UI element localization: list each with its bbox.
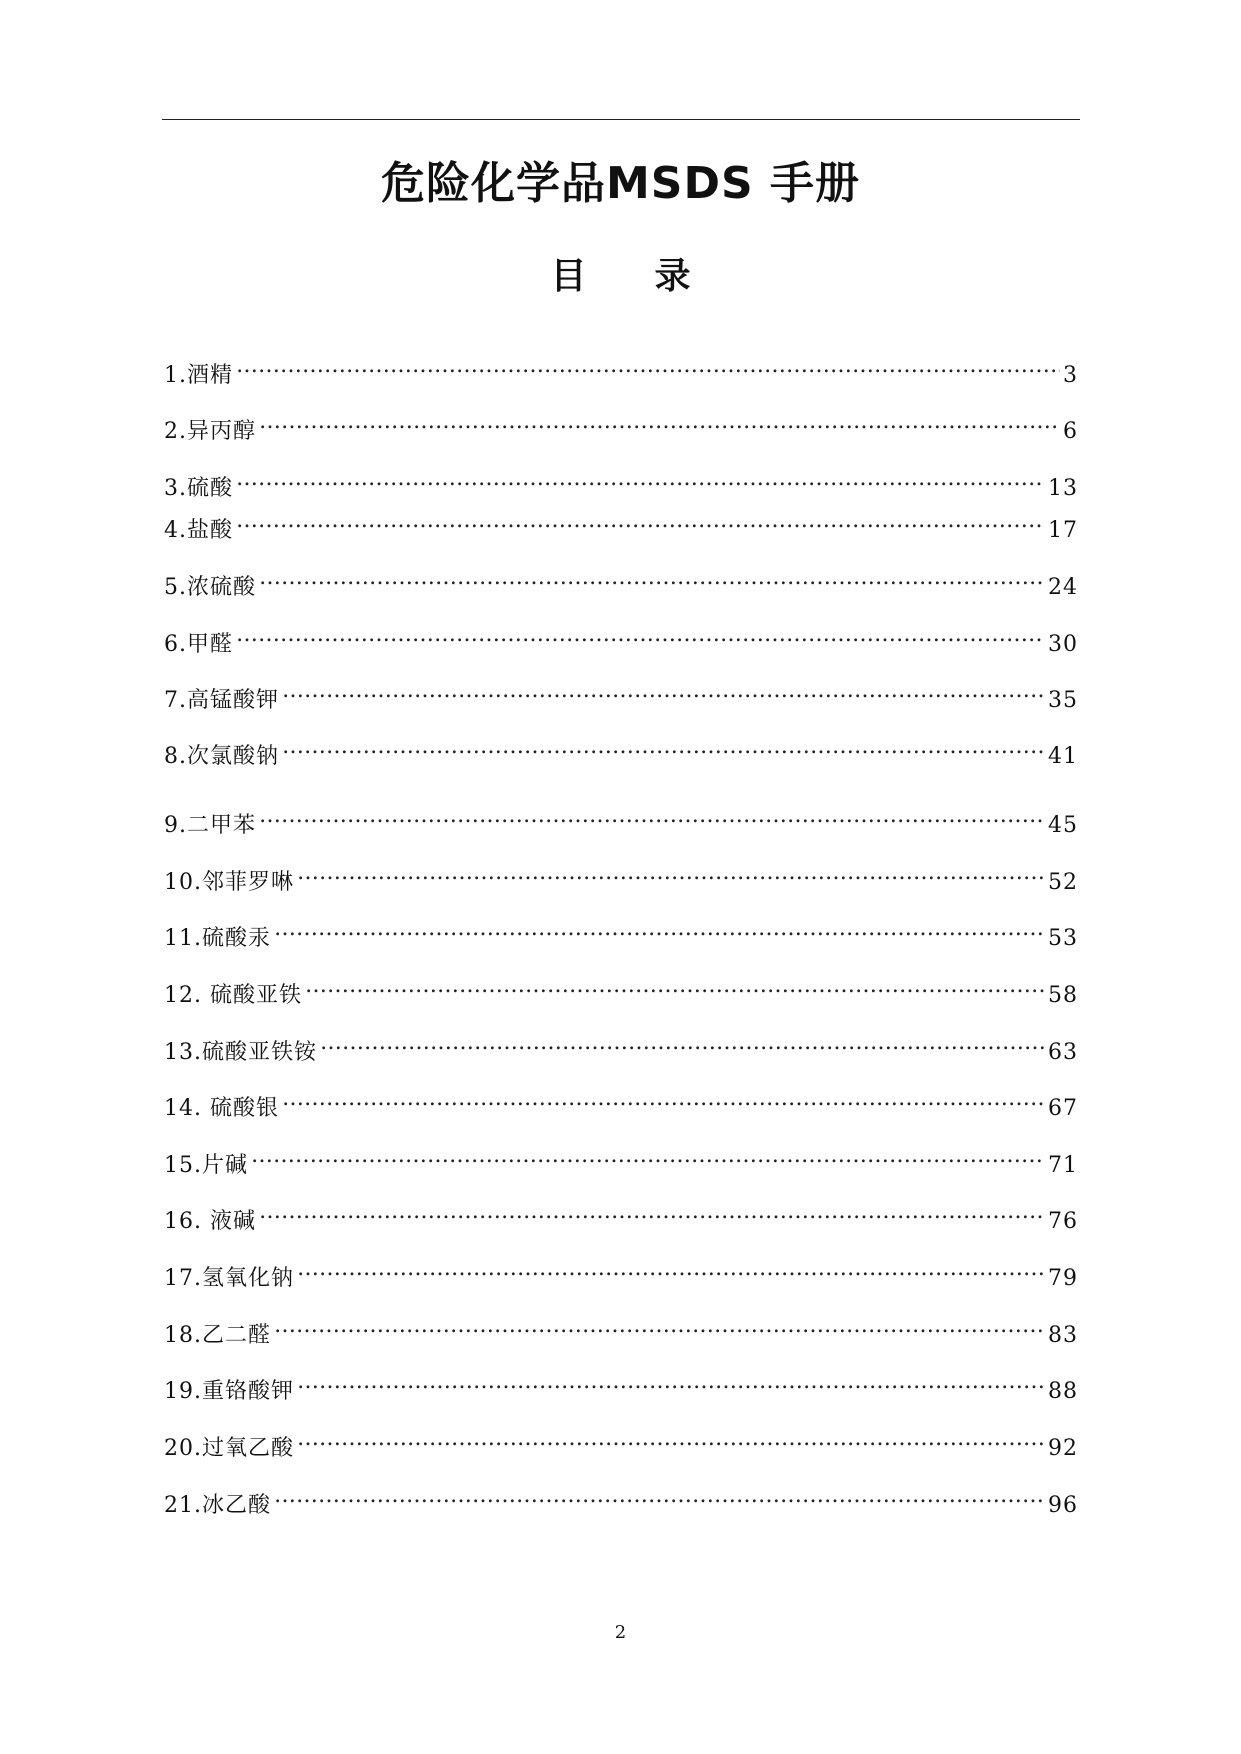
toc-entry[interactable] [164, 857, 1078, 895]
header-rule [162, 119, 1080, 120]
toc-entry[interactable] [164, 970, 1078, 1008]
toc-entry-label: 2.异丙醇 [164, 419, 256, 444]
toc-entry[interactable] [164, 1423, 1078, 1461]
toc-entry-page: 45 [1048, 813, 1078, 838]
toc-entry-label: 6.甲醛 [164, 632, 233, 657]
toc-entry[interactable] [164, 1140, 1078, 1178]
toc-entry-page: 17 [1048, 518, 1078, 543]
toc-entry-page: 53 [1048, 926, 1078, 951]
toc-entry-page: 88 [1048, 1379, 1078, 1404]
toc-entry-page: 3 [1063, 363, 1078, 388]
toc-entry[interactable] [164, 675, 1078, 713]
toc-leader [236, 463, 1045, 495]
toc-entry[interactable] [164, 406, 1078, 444]
toc-entry-label: 11.硫酸汞 [164, 926, 271, 951]
toc-leader [282, 1083, 1045, 1115]
page-number: 2 [614, 1622, 627, 1643]
toc-entry-label: 3.硫酸 [164, 476, 233, 501]
toc-entry-page: 35 [1048, 688, 1078, 713]
toc-leader [282, 675, 1045, 707]
toc-leader [236, 505, 1045, 537]
toc-entry[interactable] [164, 1196, 1078, 1234]
toc-leader [320, 1027, 1045, 1059]
toc-entry[interactable] [164, 1366, 1078, 1404]
toc-leader [259, 406, 1060, 438]
toc-entry-label: 16. 液碱 [164, 1209, 256, 1234]
toc-leader [259, 562, 1045, 594]
toc-entry-label: 19.重铬酸钾 [164, 1379, 294, 1404]
toc-leader [236, 350, 1060, 382]
toc-entry[interactable] [164, 1253, 1078, 1291]
toc-entry-label: 21.冰乙酸 [164, 1493, 271, 1518]
toc-entry-page: 71 [1048, 1153, 1078, 1178]
toc-leader [297, 1253, 1045, 1285]
toc-entry-page: 30 [1048, 632, 1078, 657]
toc-entry-label: 14. 硫酸银 [164, 1096, 279, 1121]
toc-entry[interactable] [164, 619, 1078, 657]
toc-leader [259, 1196, 1045, 1228]
toc-leader [297, 1423, 1045, 1455]
toc-entry[interactable] [164, 1083, 1078, 1121]
toc-entry-label: 10.邻菲罗啉 [164, 870, 294, 895]
toc-entry-label: 18.乙二醛 [164, 1323, 271, 1348]
toc-entry-label: 20.过氧乙酸 [164, 1436, 294, 1461]
toc-entry-page: 6 [1063, 419, 1078, 444]
toc-entry-page: 63 [1048, 1040, 1078, 1065]
toc-entry-page: 13 [1048, 476, 1078, 501]
toc-entry[interactable] [164, 562, 1078, 600]
toc-entry-page: 67 [1048, 1096, 1078, 1121]
toc-entry[interactable] [164, 1027, 1078, 1065]
toc-entry[interactable] [164, 350, 1078, 388]
toc-entry[interactable] [164, 463, 1078, 501]
toc-leader [236, 619, 1045, 651]
toc-leader [297, 1366, 1045, 1398]
toc-entry-page: 58 [1048, 983, 1078, 1008]
document-title: 危险化学品MSDS 手册 [380, 158, 860, 209]
toc-entry-page: 83 [1048, 1323, 1078, 1348]
toc-entry-label: 7.高锰酸钾 [164, 688, 279, 713]
toc-entry-page: 76 [1048, 1209, 1078, 1234]
toc-entry-page: 92 [1048, 1436, 1078, 1461]
toc-entry-page: 24 [1048, 575, 1078, 600]
toc-entry-label: 1.酒精 [164, 363, 233, 388]
toc-entry-label: 4.盐酸 [164, 518, 233, 543]
toc-entry-label: 8.次氯酸钠 [164, 744, 279, 769]
toc-entry-label: 17.氢氧化钠 [164, 1266, 294, 1291]
toc-leader [282, 731, 1045, 763]
toc-entry[interactable] [164, 1480, 1078, 1518]
toc-leader [259, 800, 1045, 832]
toc-entry-label: 13.硫酸亚铁铵 [164, 1040, 317, 1065]
toc-leader [251, 1140, 1045, 1172]
toc-heading: 目录 [550, 256, 759, 297]
toc-leader [305, 970, 1045, 1002]
toc-entry-label: 15.片碱 [164, 1153, 248, 1178]
toc-leader [274, 1310, 1045, 1342]
toc-entry-page: 52 [1048, 870, 1078, 895]
toc-entry-page: 96 [1048, 1493, 1078, 1518]
toc-entry[interactable] [164, 731, 1078, 769]
toc-entry[interactable] [164, 505, 1078, 543]
toc-entry[interactable] [164, 913, 1078, 951]
toc-entry[interactable] [164, 800, 1078, 838]
toc-leader [297, 857, 1045, 889]
toc-entry-page: 79 [1048, 1266, 1078, 1291]
toc-leader [274, 913, 1045, 945]
toc-entry-label: 12. 硫酸亚铁 [164, 983, 302, 1008]
toc-entry-label: 5.浓硫酸 [164, 575, 256, 600]
toc-entry-page: 41 [1048, 744, 1078, 769]
toc-leader [274, 1480, 1045, 1512]
toc-entry[interactable] [164, 1310, 1078, 1348]
toc-entry-label: 9.二甲苯 [164, 813, 256, 838]
